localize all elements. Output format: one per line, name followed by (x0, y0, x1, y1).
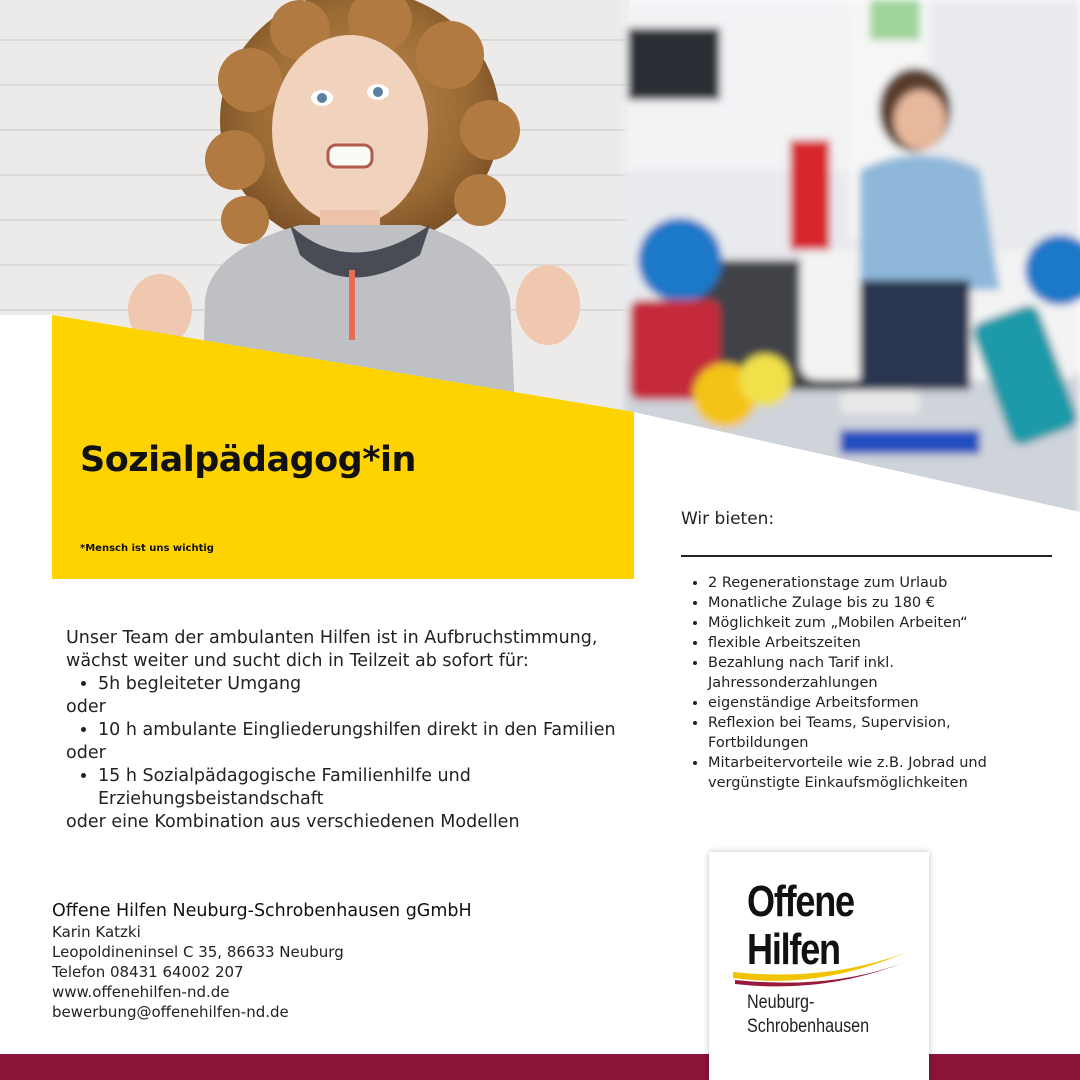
option-list-1 (66, 673, 656, 696)
benefit-item: • Reflexion bei Teams, Supervision, Fortbildungen (708, 713, 1051, 753)
benefit-item: • Bezahlung nach Tarif inkl. Jahressonderzahlungen (708, 653, 1051, 693)
contact-address: Leopoldineninsel C 35, 86633 Neuburg (52, 943, 344, 961)
option-item: • 10 h ambulante Eingliederungshilfen direkt in den Familien (98, 719, 656, 742)
or-separator: oder (66, 697, 106, 717)
organization-name: Offene Hilfen Neuburg-Schrobenhausen gGmbH (52, 901, 472, 921)
logo-swoosh-icon (729, 944, 909, 988)
contact-person: Karin Katzki (52, 923, 141, 941)
logo-region-line2: Schrobenhausen (747, 1016, 870, 1037)
intro-closing: oder eine Kombination aus verschiedenen Modellen (66, 812, 520, 832)
benefits-list (681, 573, 1051, 793)
contact-block (52, 900, 472, 1022)
benefit-item: • flexible Arbeitszeiten (708, 633, 1051, 653)
organization-logo (709, 852, 929, 1080)
option-item: • 15 h Sozialpädagogische Familienhilfe und Erziehungsbeistandschaft (98, 765, 656, 811)
benefits-heading: Wir bieten: (681, 509, 775, 529)
logo-region-line1: Neuburg- (747, 992, 815, 1013)
benefit-item: • 2 Regenerationstage zum Urlaub (708, 573, 1051, 593)
gender-footnote: *Mensch ist uns wichtig (80, 543, 214, 554)
benefit-item: • Mitarbeitervorteile wie z.B. Jobrad und vergünstigte Einkaufsmöglichkeiten (708, 753, 1051, 793)
or-separator: oder (66, 743, 106, 763)
option-item: • 5h begleiteter Umgang (98, 673, 656, 696)
contact-phone: Telefon 08431 64002 207 (52, 963, 244, 981)
contact-email[interactable]: bewerbung@offenehilfen-nd.de (52, 1003, 289, 1021)
option-list-3 (66, 765, 656, 811)
job-description (66, 627, 656, 834)
benefit-item: • Möglichkeit zum „Mobilen Arbeiten“ (708, 613, 1051, 633)
logo-word-offene: Offene (747, 877, 854, 926)
job-title: Sozialpädagog*in (80, 440, 416, 480)
option-list-2 (66, 719, 656, 742)
logo-word-hilfen: Hilfen (747, 925, 840, 974)
benefits-divider (681, 555, 1052, 557)
contact-website[interactable]: www.offenehilfen-nd.de (52, 983, 230, 1001)
benefit-item: • Monatliche Zulage bis zu 180 € (708, 593, 1051, 613)
benefit-item: • eigenständige Arbeitsformen (708, 693, 1051, 713)
intro-lead: Unser Team der ambulanten Hilfen ist in Aufbruchstimmung, wächst weiter und sucht dich in Teilzeit ab sofort für: (66, 628, 598, 671)
